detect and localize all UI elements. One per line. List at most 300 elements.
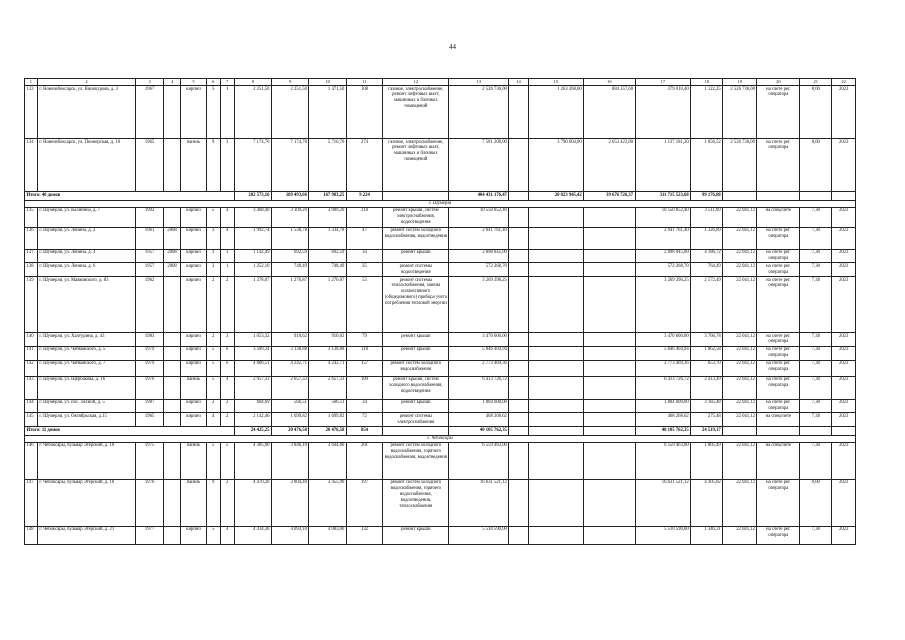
column-number: 8	[234, 79, 271, 86]
cell-area1: 2 657,33	[271, 376, 308, 399]
cell-c15: 3 790 604,00	[528, 139, 584, 192]
column-number: 6	[206, 79, 220, 86]
table-row	[25, 376, 856, 399]
cell-year: 1965	[136, 413, 164, 427]
total-c18: 24 519,17	[691, 427, 723, 436]
cell-c22: 2023	[832, 249, 856, 263]
cell-area1: 910,62	[271, 333, 308, 347]
cell-c14	[509, 249, 528, 263]
cell-c14	[509, 413, 528, 427]
cell-c22: 2023	[832, 86, 856, 139]
cell-c22: 2023	[832, 479, 856, 526]
cell-area2: 3 644,80	[309, 442, 346, 479]
cell-c18: 653,70	[691, 360, 723, 376]
cell-no: 142	[25, 360, 38, 376]
cell-area_total: 1 992,74	[234, 227, 271, 249]
table-row	[25, 413, 856, 427]
cell-floors: 3	[206, 263, 220, 277]
total-empty	[723, 192, 757, 201]
cell-material: кирпич	[181, 346, 207, 360]
table-row	[25, 263, 856, 277]
cell-works: ремонт систем холодного водоснабжения	[383, 360, 449, 376]
cell-c22: 2023	[832, 413, 856, 427]
cell-c22: 2023	[832, 399, 856, 413]
cell-area2: 910,62	[309, 333, 346, 347]
cell-c17: 2 041 761,40	[635, 227, 691, 249]
cell-area1: 4 093,10	[271, 526, 308, 544]
table-row	[25, 227, 856, 249]
cell-address: г. Шумерля, ул. Щербакова, д. 16	[37, 376, 135, 399]
cell-residents: 79	[346, 333, 382, 347]
cell-entrances: 4	[220, 207, 234, 227]
cell-entrances: 3	[220, 139, 234, 192]
cell-floors: 2	[206, 333, 220, 347]
cell-year2	[164, 207, 181, 227]
cell-c21: 7,38	[800, 263, 832, 277]
table-row	[25, 207, 856, 227]
total-area2: 167 983,25	[309, 192, 346, 201]
cell-address: г. Шумерля, ул. Чайковского, д. 7	[37, 360, 135, 376]
cell-c22: 2023	[832, 277, 856, 333]
cell-area_total: 2 142,46	[234, 413, 271, 427]
cell-year2	[164, 333, 181, 347]
cell-area1: 3 138,88	[271, 346, 308, 360]
cell-material: панель	[181, 479, 207, 526]
cell-works: ремонт крыши	[383, 346, 449, 360]
cell-material: кирпич	[181, 399, 207, 413]
cell-year2	[164, 526, 181, 544]
cell-c17: 5 510 590,00	[635, 526, 691, 544]
cell-year2: 2008	[164, 263, 181, 277]
cell-floors: 3	[206, 227, 220, 249]
cell-c15	[528, 360, 584, 376]
cell-area2: 1 471,50	[309, 86, 346, 139]
cell-year2	[164, 139, 181, 192]
cell-residents: 132	[346, 526, 382, 544]
cell-c21: 8,00	[800, 479, 832, 526]
cell-works: газовое, электроснабжение, ремонт лифтовых шахт, машинных и блочных помещений	[383, 86, 449, 139]
total-residents: 854	[346, 427, 382, 436]
table-row	[25, 479, 856, 526]
cell-year: 1976	[136, 479, 164, 526]
cell-area1: 4 242,71	[271, 360, 308, 376]
cell-area_total: 604,69	[234, 399, 271, 413]
cell-c15	[528, 479, 584, 526]
cell-address: г. Чебоксары, бульвар Эгерский, д. 18	[37, 479, 135, 526]
cell-area2: 4 242,71	[309, 360, 346, 376]
cell-cost: 5 510 590,00	[449, 526, 509, 544]
cell-year: 1975	[136, 442, 164, 479]
cell-cost: 3 470 600,00	[449, 333, 509, 347]
column-number: 16	[584, 79, 635, 86]
cell-area_total: 4 414,30	[234, 526, 271, 544]
cell-area_total: 2 251,50	[234, 86, 271, 139]
cell-residents: 109	[346, 376, 382, 399]
cell-c17: 6 413 726,72	[635, 376, 691, 399]
cell-c16	[584, 227, 635, 249]
cell-c20: на счете рег. оператора	[757, 376, 800, 399]
cell-area2: 1 270,87	[309, 277, 346, 333]
cell-residents: 34	[346, 249, 382, 263]
cell-material: кирпич	[181, 263, 207, 277]
total-row	[25, 192, 856, 201]
cell-works: ремонт крыши	[383, 526, 449, 544]
cell-area_total: 1 378,07	[234, 277, 271, 333]
cell-residents: 197	[346, 479, 382, 526]
cell-c14	[509, 86, 528, 139]
cell-floors: 5	[206, 346, 220, 360]
cell-material: кирпич	[181, 333, 207, 347]
total-residents: 9 224	[346, 192, 382, 201]
cell-c14	[509, 360, 528, 376]
cell-c21: 7,38	[800, 360, 832, 376]
cell-material: панель	[181, 442, 207, 479]
cell-c21: 7,38	[800, 227, 832, 249]
cell-works: ремонт крыши	[383, 249, 449, 263]
cell-cost: 3 269 396,25	[449, 277, 509, 333]
cell-c19: 22 041,12	[723, 207, 757, 227]
cell-c22: 2023	[832, 333, 856, 347]
cell-c22: 2023	[832, 263, 856, 277]
cell-year2	[164, 413, 181, 427]
total-empty	[832, 192, 856, 201]
cell-c19: 22 041,12	[723, 263, 757, 277]
cell-year: 1957	[136, 249, 164, 263]
table-row	[25, 526, 856, 544]
cell-c16	[584, 346, 635, 360]
cell-entrances: 1	[220, 263, 234, 277]
cell-c16	[584, 442, 635, 479]
table-row	[25, 360, 856, 376]
cell-c16	[584, 333, 635, 347]
cell-area2: 692,59	[309, 249, 346, 263]
cell-area1: 748,49	[271, 263, 308, 277]
cell-area_total: 3 589,34	[234, 346, 271, 360]
cell-address: г. Новочебоксарск, ул. Винокурова, д. 3	[37, 86, 135, 139]
section-title-row	[25, 436, 856, 443]
column-number-row	[25, 79, 856, 86]
column-number: 21	[800, 79, 832, 86]
cell-floors: 3	[206, 249, 220, 263]
total-area1: 189 493,66	[271, 192, 308, 201]
cell-material: кирпич	[181, 207, 207, 227]
cell-material: кирпич	[181, 86, 207, 139]
cell-entrances: 4	[220, 526, 234, 544]
cell-works: газовое, электроснабжение, ремонт лифтовых шахт, машинных и блочных помещений	[383, 139, 449, 192]
cell-entrances: 4	[220, 227, 234, 249]
cell-c14	[509, 277, 528, 333]
cell-residents: 118	[346, 346, 382, 360]
cell-entrances: 1	[220, 86, 234, 139]
cell-works: ремонт крыши	[383, 333, 449, 347]
cell-c16	[584, 479, 635, 526]
cell-area_total: 4 305,00	[234, 442, 271, 479]
total-c15	[528, 427, 584, 436]
cell-cost: 10 550 852,40	[449, 207, 509, 227]
cell-address: г. Шумерля, ул. Маяковского, д. 83	[37, 277, 135, 333]
table-row	[25, 333, 856, 347]
cell-c19: 22 041,12	[723, 277, 757, 333]
cell-c20: на счете рег. оператора	[757, 526, 800, 544]
cell-c22: 2023	[832, 346, 856, 360]
cell-c19: 22 041,12	[723, 413, 757, 427]
cell-area1: 2 251,50	[271, 86, 308, 139]
column-number: 10	[309, 79, 346, 86]
cell-c16: 2 653 422,80	[584, 139, 635, 192]
cell-no: 144	[25, 399, 38, 413]
cell-year: 1977	[136, 526, 164, 544]
table-row	[25, 346, 856, 360]
cell-year2	[164, 277, 181, 333]
cell-cost: 6 559 463,00	[449, 442, 509, 479]
cell-area1: 7 174,70	[271, 139, 308, 192]
cell-c14	[509, 479, 528, 526]
cell-c21: 7,38	[800, 526, 832, 544]
cell-no: 140	[25, 333, 38, 347]
column-number: 5	[181, 79, 207, 86]
total-empty	[800, 192, 832, 201]
cell-c15	[528, 346, 584, 360]
total-area-total: 202 573,16	[234, 192, 271, 201]
cell-cost: 1 804 600,00	[449, 399, 509, 413]
cell-c14	[509, 346, 528, 360]
cell-c17: 468 268,62	[635, 413, 691, 427]
cell-c17: 1 137 181,20	[635, 139, 691, 192]
cell-year: 1962	[136, 277, 164, 333]
cell-no: 138	[25, 263, 38, 277]
column-number: 13	[449, 79, 509, 86]
cell-floors: 9	[206, 139, 220, 192]
cell-c20: на спецсчете	[757, 413, 800, 427]
table-row	[25, 249, 856, 263]
cell-material: кирпич	[181, 227, 207, 249]
capital-repair-register-table	[24, 78, 856, 545]
cell-c20: на счете рег. оператора	[757, 277, 800, 333]
cell-c21: 7,38	[800, 376, 832, 399]
cell-floors: 5	[206, 86, 220, 139]
cell-area2: 2 657,33	[309, 376, 346, 399]
cell-c16	[584, 360, 635, 376]
total-area1: 20 476,58	[271, 427, 308, 436]
cell-c14	[509, 333, 528, 347]
table-row	[25, 442, 856, 479]
cell-c14	[509, 526, 528, 544]
cell-cost: 7 581 208,00	[449, 139, 509, 192]
cell-entrances: 3	[220, 249, 234, 263]
cell-address: г. Шумерля, ул. Октябрьская, д.15	[37, 413, 135, 427]
cell-c19: 22 041,12	[723, 526, 757, 544]
cell-no: 143	[25, 376, 38, 399]
cell-c20: на счете рег. оператора	[757, 249, 800, 263]
cell-c21: 8,00	[800, 86, 832, 139]
cell-cost: 572 268,70	[449, 263, 509, 277]
cell-c18: 275,48	[691, 413, 723, 427]
total-c16	[584, 427, 635, 436]
cell-year2	[164, 360, 181, 376]
cell-c16	[584, 413, 635, 427]
cell-c14	[509, 442, 528, 479]
cell-c22: 2023	[832, 442, 856, 479]
cell-c22: 2023	[832, 139, 856, 192]
cell-works: ремонт систем холодного водоснабжения, водоотведения	[383, 227, 449, 249]
cell-c14	[509, 207, 528, 227]
total-c16: 39 676 726,37	[584, 192, 635, 201]
cell-c18: 1 346,31	[691, 526, 723, 544]
cell-area1: 566,51	[271, 399, 308, 413]
cell-c18: 1 326,89	[691, 227, 723, 249]
cell-material: кирпич	[181, 277, 207, 333]
cell-c19: 22 041,12	[723, 249, 757, 263]
cell-entrances: 6	[220, 360, 234, 376]
cell-c15	[528, 277, 584, 333]
cell-floors: 5	[206, 360, 220, 376]
cell-floors: 2	[206, 277, 220, 333]
cell-c18: 2 572,49	[691, 277, 723, 333]
cell-c14	[509, 376, 528, 399]
cell-c19: 22 041,12	[723, 227, 757, 249]
cell-year: 1976	[136, 376, 164, 399]
column-number: 1	[25, 79, 38, 86]
table-row	[25, 277, 856, 333]
cell-cost: 468 268,62	[449, 413, 509, 427]
cell-residents: 34	[346, 399, 382, 413]
cell-entrances: 4	[220, 376, 234, 399]
column-number: 11	[346, 79, 382, 86]
cell-residents: 201	[346, 442, 382, 479]
page-number: 44	[449, 43, 456, 51]
cell-residents: 218	[346, 207, 382, 227]
total-label: Итого: 40 домов	[25, 192, 235, 201]
column-number: 20	[757, 79, 800, 86]
cell-area1: 1 270,87	[271, 277, 308, 333]
cell-floors: 2	[206, 399, 220, 413]
cell-c18: 764,49	[691, 263, 723, 277]
cell-works: ремонт крыши, систем холодного водоснабжения, водоотведения	[383, 376, 449, 399]
cell-floors: 5	[206, 376, 220, 399]
cell-c22: 2023	[832, 360, 856, 376]
cell-material: кирпич	[181, 526, 207, 544]
cell-address: г. Шумерля, ул. Чайковского, д. 5	[37, 346, 135, 360]
cell-no: 134	[25, 139, 38, 192]
column-number: 22	[832, 79, 856, 86]
cell-c22: 2023	[832, 207, 856, 227]
cell-c15	[528, 413, 584, 427]
cell-c21: 7,38	[800, 207, 832, 227]
cell-area1: 3 804,40	[271, 479, 308, 526]
cell-c15	[528, 333, 584, 347]
cell-c15	[528, 207, 584, 227]
cell-residents: 53	[346, 277, 382, 333]
total-label: Итого: 11 домов	[25, 427, 235, 436]
column-number: 17	[635, 79, 691, 86]
cell-c14	[509, 227, 528, 249]
cell-cost: 6 413 726,72	[449, 376, 509, 399]
cell-c16	[584, 249, 635, 263]
total-empty	[800, 427, 832, 436]
cell-address: г. Шумерля, ул. Халтурина, д. 43	[37, 333, 135, 347]
cell-area2: 3 009,20	[309, 207, 346, 227]
cell-c16	[584, 277, 635, 333]
cell-year2	[164, 399, 181, 413]
cell-area1: 3 109,20	[271, 207, 308, 227]
cell-c18: 1 122,25	[691, 86, 723, 139]
column-number: 19	[723, 79, 757, 86]
cell-residents: 108	[346, 86, 382, 139]
cell-area1: 1 699,82	[271, 413, 308, 427]
cell-year2	[164, 442, 181, 479]
cell-address: г. Чебоксары, бульвар Эгерский, д. 10	[37, 442, 135, 479]
column-number: 7	[220, 79, 234, 86]
cell-works: ремонт системы электроснабжения	[383, 413, 449, 427]
total-empty	[383, 192, 449, 201]
cell-c21: 7,38	[800, 399, 832, 413]
cell-c14	[509, 139, 528, 192]
cell-area2: 3 138,88	[309, 346, 346, 360]
cell-year2	[164, 346, 181, 360]
cell-c22: 2023	[832, 376, 856, 399]
cell-c15	[528, 376, 584, 399]
cell-c20: на счете рег. оператора	[757, 479, 800, 526]
cell-material: панель	[181, 139, 207, 192]
cell-year: 1992	[136, 207, 164, 227]
cell-cost: 2 526 736,00	[449, 86, 509, 139]
cell-c17: 572 268,70	[635, 263, 691, 277]
cell-c17: 3 470 600,00	[635, 333, 691, 347]
cell-c15	[528, 399, 584, 413]
cell-works: ремонт крыши, систем электроснабжения, водоотведения	[383, 207, 449, 227]
cell-c15	[528, 249, 584, 263]
cell-residents: 72	[346, 413, 382, 427]
cell-c20: на счете рег. оператора	[757, 227, 800, 249]
cell-entrances: 2	[220, 277, 234, 333]
section-title-row	[25, 201, 856, 208]
cell-area_total: 7 174,70	[234, 139, 271, 192]
column-number: 4	[164, 79, 181, 86]
cell-area1: 3 846,10	[271, 442, 308, 479]
total-empty	[757, 192, 800, 201]
total-cost: 404 431 176,47	[449, 192, 509, 201]
cell-c18: 4 305,82	[691, 479, 723, 526]
table-row	[25, 139, 856, 192]
cell-works: ремонт системы водоотведения	[383, 263, 449, 277]
cell-works: ремонт системы теплоснабжения, замена коллективного (общедомового) прибора учета потребления тепловой энергии	[383, 277, 449, 333]
cell-floors: 5	[206, 207, 220, 227]
cell-no: 141	[25, 346, 38, 360]
total-empty	[757, 427, 800, 436]
total-empty	[723, 427, 757, 436]
cell-c22: 2023	[832, 526, 856, 544]
cell-no: 133	[25, 86, 38, 139]
cell-year2: 2008	[164, 227, 181, 249]
cell-c20: на спецсчете	[757, 207, 800, 227]
cell-area_total: 1 142,49	[234, 249, 271, 263]
cell-c21: 8,00	[800, 139, 832, 192]
section-title: г. Шумерля	[25, 201, 856, 208]
total-c18: 99 176,88	[691, 192, 723, 201]
cell-area_total: 4 806,51	[234, 360, 271, 376]
cell-no: 148	[25, 526, 38, 544]
cell-address: г. Шумерля, ул. Ленина, д. 2	[37, 227, 135, 249]
cell-entrances: 3	[220, 333, 234, 347]
cell-area2: 3 455,90	[309, 479, 346, 526]
cell-area2: 5 716,70	[309, 139, 346, 192]
cell-c19: 22 041,12	[723, 399, 757, 413]
cell-year2	[164, 479, 181, 526]
cell-c18: 3 766,78	[691, 333, 723, 347]
cell-c18: 4 186,72	[691, 249, 723, 263]
cell-no: 146	[25, 442, 38, 479]
cell-c20: на счете рег. оператора	[757, 139, 800, 192]
